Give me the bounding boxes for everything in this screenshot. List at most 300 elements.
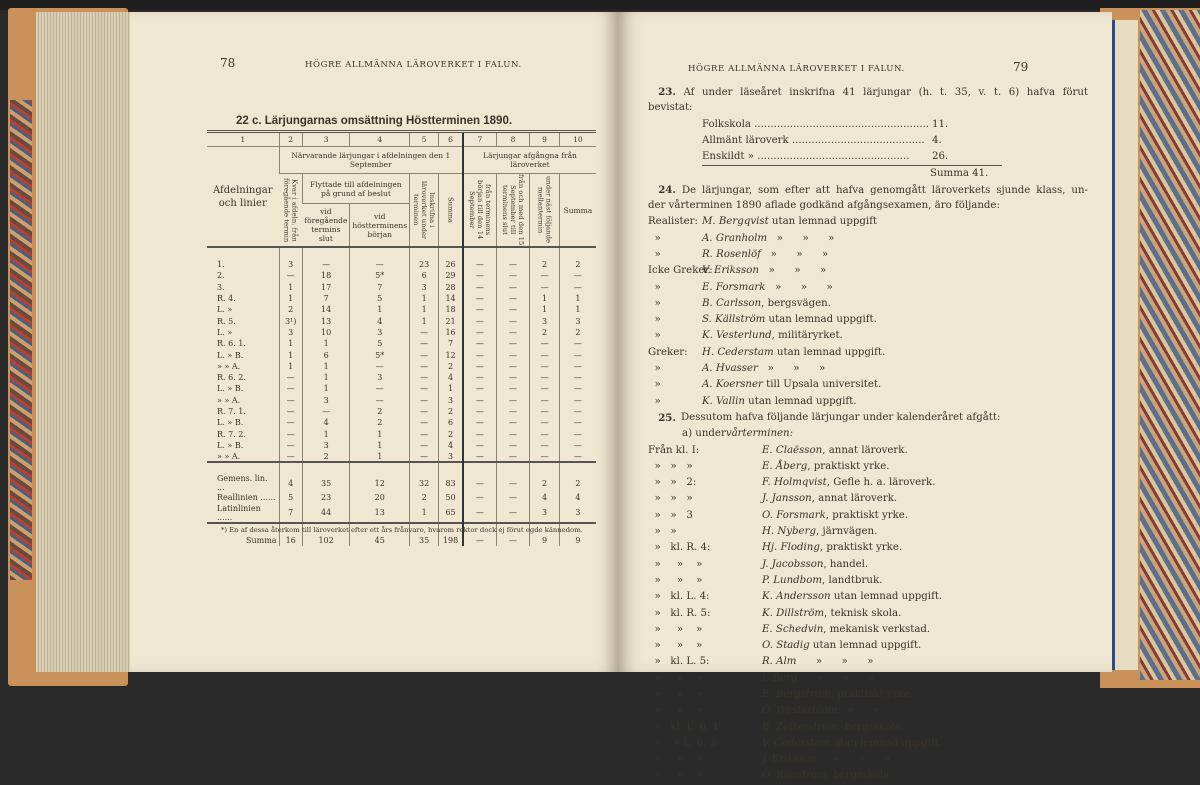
student-name: B. Zetterström [762, 721, 839, 733]
cell: — [559, 282, 596, 293]
cell: 3 [350, 327, 410, 338]
cell: — [559, 395, 596, 406]
destination: , bergsskola. [838, 721, 904, 733]
cell: 1 [302, 383, 350, 394]
cell: — [463, 338, 496, 349]
cell: 7 [350, 282, 410, 293]
student-name: B. Carlsson [702, 297, 762, 309]
col-header-moved [302, 174, 409, 204]
student-name: E. Claësson [762, 444, 823, 456]
student-name: A. Hvasser [702, 363, 758, 375]
cell: — [496, 327, 530, 338]
table-row [207, 315, 596, 326]
row-label: L. » B. [217, 440, 244, 450]
row-label: R. 7. 1. [217, 407, 246, 416]
class-label: » » » [648, 705, 703, 717]
cell: — [463, 451, 496, 462]
cell: — [463, 293, 496, 304]
school-label: Enskildt » ............................................... [702, 151, 910, 163]
student-name: J. Jacobsson [762, 558, 824, 570]
table-row [207, 417, 596, 428]
cell: 16 [279, 535, 302, 546]
cell: 1 [279, 361, 302, 372]
cell: 3 [530, 504, 560, 523]
category-label: » [648, 330, 661, 342]
col-header [463, 174, 496, 248]
cell: 23 [302, 492, 350, 503]
cell: — [279, 451, 302, 462]
list-item [648, 491, 1088, 507]
student-name: H. Nyberg [762, 526, 816, 538]
cell: — [279, 440, 302, 451]
cell: — [559, 270, 596, 281]
student-name: K. Dillström [762, 607, 825, 619]
student-name: E. Schedvin [762, 623, 824, 635]
list-item [648, 736, 1088, 752]
col-header-text: Kvar i afdeln. från föregående termin [282, 177, 299, 243]
cell: 9 [530, 535, 560, 546]
list-item [648, 654, 1088, 670]
left-page [130, 12, 618, 672]
column-number [207, 132, 279, 147]
column-number [439, 132, 463, 147]
text-line: De lärjungar, som efter att hafva genomgått läroverkets sjunde klass, un- [681, 184, 1088, 196]
cell: — [463, 417, 496, 428]
cell: — [463, 372, 496, 383]
cell: 4 [279, 474, 302, 492]
cell: — [530, 406, 560, 417]
cell: — [496, 406, 530, 417]
destination: » » » [816, 754, 891, 766]
cell: — [496, 259, 530, 270]
col-header [410, 174, 439, 248]
student-name: R. Rosenlöf [702, 248, 761, 260]
column-number [302, 132, 350, 147]
cell: — [410, 349, 439, 360]
cell: 3 [350, 372, 410, 383]
cell: 14 [302, 304, 350, 315]
group-header-present [279, 147, 463, 174]
table-row [207, 440, 596, 451]
cell: 2 [530, 259, 560, 270]
col-header-division [207, 147, 279, 248]
destination: , militäryrket. [771, 330, 843, 342]
column-number-text: 5 [421, 135, 427, 144]
cell: — [463, 361, 496, 372]
list-item [648, 149, 1088, 165]
cell: — [530, 451, 560, 462]
col-header-text: från terminens början till den 14 September [467, 180, 492, 240]
section-number: 25. [658, 411, 676, 424]
class-label: » » L. 6. 2: [648, 737, 720, 749]
cell: 3 [559, 315, 596, 326]
cell: 6 [302, 349, 350, 360]
col-header [302, 204, 350, 247]
cell: — [410, 406, 439, 417]
row-label: 2. [217, 271, 225, 281]
cell: 1 [279, 293, 302, 304]
cell: 4 [439, 440, 463, 451]
cell: — [496, 315, 530, 326]
cell: — [463, 474, 496, 492]
column-number [410, 132, 439, 147]
list-item [648, 214, 1088, 230]
school-count: 4. [932, 134, 942, 146]
column-number-text: 7 [477, 135, 483, 144]
student-name: F. Holmqvist [762, 477, 827, 489]
cell: — [559, 372, 596, 383]
cell: — [559, 406, 596, 417]
cell: — [302, 259, 350, 270]
column-number [530, 132, 560, 147]
destination: utan lemnad uppgift. [830, 737, 942, 749]
cell: 2 [530, 327, 560, 338]
column-number [350, 132, 410, 147]
category-label: » [648, 297, 661, 309]
class-label: » » » [648, 574, 703, 586]
student-name: O. Ranström [762, 770, 827, 782]
row-label: L. » [217, 327, 233, 337]
destination: » » » [797, 672, 875, 684]
cell: — [559, 417, 596, 428]
cell: 3 [439, 451, 463, 462]
class-label: » » » [648, 754, 703, 766]
cell: — [496, 304, 530, 315]
cell: 83 [439, 474, 463, 492]
cell: 2 [439, 361, 463, 372]
destination: utan lemnad uppgift [768, 216, 878, 228]
cell: — [530, 383, 560, 394]
cell: 4 [439, 372, 463, 383]
class-label: » » » [648, 688, 703, 700]
cell: 2 [439, 428, 463, 439]
cell: 18 [439, 304, 463, 315]
destination: , praktiskt yrke. [830, 688, 914, 700]
column-number-text: 8 [510, 135, 516, 144]
table-row [207, 349, 596, 360]
cell: 5 [350, 338, 410, 349]
cell: 13 [350, 504, 410, 523]
destination: , landtbruk. [822, 574, 883, 586]
cell: — [496, 383, 530, 394]
cell: — [410, 428, 439, 439]
cell: 5 [279, 492, 302, 503]
destination: , bergsvägen. [761, 297, 831, 309]
cell: 5 [350, 293, 410, 304]
cell: 10 [302, 327, 350, 338]
row-label: L. » [217, 305, 233, 315]
table-row [207, 372, 596, 383]
column-number-text: 6 [448, 135, 453, 144]
class-label: » » 3 [648, 509, 693, 521]
student-name: A. Koersner [702, 379, 763, 391]
table-row [207, 504, 596, 523]
text-line: Af under läseåret inskrifna 41 lärjungar (h. t. 35, v. t. 6) hafva förut [683, 87, 1088, 98]
column-number-text: 10 [573, 135, 583, 144]
student-name: O. Westerblom [762, 705, 838, 717]
running-head: HÖGRE ALLMÄNNA LÄROVERKET I FALUN. [688, 64, 905, 74]
cell: — [463, 383, 496, 394]
table-row [207, 304, 596, 315]
student-name: K. Vesterlund [702, 330, 772, 342]
list-item [648, 231, 1088, 247]
right-page [618, 12, 1112, 782]
table-row [207, 406, 596, 417]
column-number [463, 132, 496, 147]
cell: — [496, 361, 530, 372]
destination: utan lemnad uppgift. [773, 346, 886, 358]
cell: 1 [559, 304, 596, 315]
cell: 1 [559, 293, 596, 304]
student-name: Hj. Floding [762, 542, 820, 554]
cell: 18 [302, 270, 350, 281]
destination: , Gefle h. a. läroverk. [826, 477, 936, 489]
cell: 1 [439, 383, 463, 394]
cell: — [530, 372, 560, 383]
column-number [559, 132, 596, 147]
cell: — [279, 417, 302, 428]
table-row [207, 338, 596, 349]
cell: — [496, 535, 530, 546]
total: Summa 41. [930, 168, 989, 180]
cell: 1 [530, 293, 560, 304]
cell: — [279, 270, 302, 281]
category-label: Icke Greker: [648, 265, 713, 277]
list-item [648, 768, 1088, 784]
table-row [207, 282, 596, 293]
student-name: V. Eriksson [702, 265, 759, 277]
cell: 7 [302, 293, 350, 304]
col-header [559, 174, 596, 248]
cell: 45 [350, 535, 410, 546]
table-row [207, 293, 596, 304]
cell: — [410, 361, 439, 372]
destination: » » » [767, 232, 835, 244]
category-label: » [648, 281, 661, 293]
cell: — [530, 361, 560, 372]
col-header-text: under näst följande mellantermin [536, 176, 553, 244]
row-label: R. 4. [217, 294, 236, 304]
page-number: 79 [1013, 60, 1029, 74]
cell: — [463, 504, 496, 523]
list-item [648, 524, 1088, 540]
column-number-text: 4 [377, 135, 383, 144]
list-item [648, 671, 1088, 687]
student-name: J. Jansson [762, 493, 812, 505]
student-name: K. Andersson [762, 591, 831, 603]
cell: 1 [350, 440, 410, 451]
cell: — [496, 440, 530, 451]
row-label: Latinlinien ...... [217, 503, 261, 522]
destination: , praktiskt yrke. [825, 509, 909, 521]
category-label: Greker: [648, 346, 688, 358]
col-header-moved-text: Flyttade till afdelningen på grund af beslut [310, 179, 402, 198]
cell: 1 [302, 338, 350, 349]
category-label: » [648, 314, 661, 326]
text-line: bevistat: [648, 102, 693, 114]
cell: — [530, 349, 560, 360]
cell: — [463, 406, 496, 417]
list-item [648, 361, 1088, 377]
cell: — [496, 349, 530, 360]
cell: — [496, 428, 530, 439]
list-item [648, 263, 1088, 279]
list-item [648, 508, 1088, 524]
student-name: P. Lundbom [762, 574, 822, 586]
list-item [648, 328, 1088, 344]
row-label: R. 6. 2. [217, 373, 246, 383]
cell: 3 [410, 282, 439, 293]
student-name: I. Berg [762, 672, 798, 684]
cell: 21 [439, 315, 463, 326]
table-row [207, 383, 596, 394]
cell: — [410, 395, 439, 406]
list-item [648, 247, 1088, 263]
cell: — [496, 417, 530, 428]
cell: — [463, 492, 496, 503]
cell: 3 [302, 440, 350, 451]
cell: 3 [530, 315, 560, 326]
class-label: » » » [648, 623, 703, 635]
destination: » » [837, 705, 880, 717]
category-label: » [648, 363, 661, 375]
class-label: » » » [648, 672, 703, 684]
cell: 2 [302, 451, 350, 462]
cell: 1 [302, 372, 350, 383]
cell: — [302, 406, 350, 417]
row-label: L. » B. [217, 350, 244, 360]
cell: 1 [302, 361, 350, 372]
cell: 14 [439, 293, 463, 304]
cell: — [279, 372, 302, 383]
cell: — [463, 282, 496, 293]
cell: — [530, 395, 560, 406]
category-label: » [648, 232, 661, 244]
school-label: Allmänt läroverk ......................................... [702, 134, 925, 146]
list-item [648, 703, 1088, 719]
cell: 12 [439, 349, 463, 360]
cell: 9 [559, 535, 596, 546]
student-name: R. Alm [762, 656, 797, 668]
class-label: » » 2: [648, 477, 697, 489]
class-label: » kl. L. 6. 1: [648, 721, 723, 733]
cell: 1 [410, 304, 439, 315]
column-number [496, 132, 530, 147]
destination: » » » [765, 281, 833, 293]
table-row [207, 492, 596, 503]
table-row [207, 361, 596, 372]
category-label: » [648, 395, 661, 407]
cell: 4 [350, 315, 410, 326]
destination: , järnvägen. [815, 526, 878, 538]
cell: 20 [350, 492, 410, 503]
row-label: Summa [245, 535, 277, 545]
row-label: 3. [217, 282, 225, 292]
cell: 1 [350, 451, 410, 462]
cell: 198 [439, 535, 463, 546]
cell: 3 [439, 395, 463, 406]
col-header [279, 174, 302, 248]
class-label: » » [648, 526, 677, 538]
cell: — [410, 451, 439, 462]
cell: — [496, 504, 530, 523]
list-item [648, 377, 1088, 393]
table-row [207, 535, 596, 546]
cell: 1 [410, 315, 439, 326]
table-row [207, 259, 596, 270]
cell: 29 [439, 270, 463, 281]
cell: — [496, 372, 530, 383]
destination: utan lemnad uppgift. [809, 640, 922, 652]
row-label: R. 6. 1. [217, 339, 246, 349]
class-label: » » » [648, 558, 703, 570]
school-count: 11. [932, 118, 949, 130]
class-label: » kl. L. 4: [648, 591, 710, 603]
section-23 [648, 84, 1088, 100]
cell: 102 [302, 535, 350, 546]
cell: — [463, 327, 496, 338]
list-item [648, 720, 1088, 736]
cell: 2 [279, 304, 302, 315]
cell: — [463, 315, 496, 326]
col-header-text: Summa [446, 197, 455, 223]
table-row [207, 428, 596, 439]
cell: 3¹) [279, 315, 302, 326]
cell: 35 [302, 474, 350, 492]
row-label: L. » B. [217, 384, 244, 394]
table-title: 22 c. Lärjungarnas omsättning Höstterminen 1890. [235, 115, 513, 127]
destination: , teknisk skola. [824, 607, 902, 619]
category-label: Realister: [648, 216, 698, 228]
destination: utan lemnad uppgift. [830, 591, 943, 603]
cell: — [496, 451, 530, 462]
class-label: » » » [648, 460, 693, 472]
list-item [648, 752, 1088, 768]
cell: — [279, 406, 302, 417]
list-item [648, 573, 1088, 589]
student-name: J. Eriksson [762, 754, 817, 766]
text-line: Dessutom hafva följande lärjungar under kalenderåret afgått: [681, 411, 1001, 423]
cell: 1 [279, 338, 302, 349]
destination: » » » [757, 363, 826, 375]
student-name: E. Bergström [762, 688, 831, 700]
destination: utan lemnad uppgift. [765, 314, 877, 326]
cell: — [559, 361, 596, 372]
header-text: Afdelningar och linier [213, 184, 273, 209]
cell: 1 [410, 293, 439, 304]
student-name: V. Cederstam [762, 737, 831, 749]
list-item [648, 687, 1088, 703]
list-item [648, 475, 1088, 491]
cell: — [350, 383, 410, 394]
cell: 4 [302, 417, 350, 428]
cell: — [496, 338, 530, 349]
table-row [207, 270, 596, 281]
cell: — [463, 270, 496, 281]
destination: , praktiskt yrke. [819, 542, 903, 554]
cell: — [410, 372, 439, 383]
cell: — [496, 270, 530, 281]
student-name: S. Källström [702, 314, 766, 326]
page-text [648, 84, 1088, 785]
cell: 1 [279, 282, 302, 293]
cell: — [559, 338, 596, 349]
cell: — [410, 440, 439, 451]
cell: — [410, 338, 439, 349]
cell: — [463, 440, 496, 451]
col-header-text: vid föregående termins slut [304, 207, 348, 244]
row-label: Gemens. lin. ... [217, 474, 268, 493]
